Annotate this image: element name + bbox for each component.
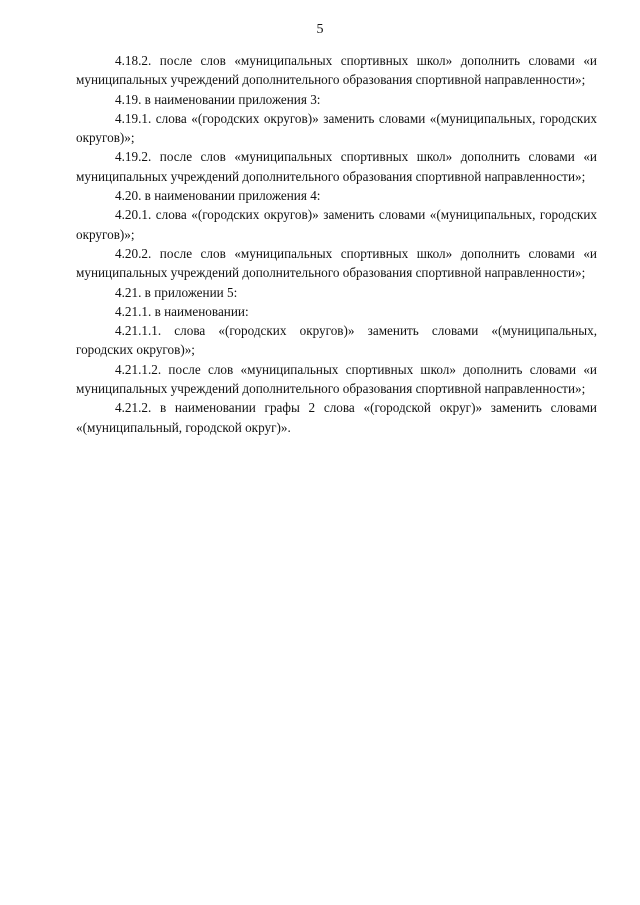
- paragraph-4-19-1: 4.19.1. слова «(городских округов)» заменить словами «(муниципальных, городских округов)»;: [76, 110, 597, 146]
- paragraph-4-21-1: 4.21.1. в наименовании:: [115, 303, 249, 319]
- paragraph-4-20-1: 4.20.1. слова «(городских округов)» заменить словами «(муниципальных, городских округов)»;: [76, 207, 597, 242]
- paragraph-4-21: 4.21. в приложении 5:: [115, 284, 238, 300]
- document-body: [76, 51, 597, 437]
- paragraph-4-21-1-1: 4.21.1.1. слова «(городских округов)» заменить словами «(муниципальных, городских округов)»;: [76, 323, 597, 358]
- page-number: 5: [316, 22, 324, 37]
- paragraph-4-21-2: 4.21.2. в наименовании графы 2 слова «(городской округ)» заменить словами «(муниципальный, городской округ)».: [76, 400, 597, 435]
- paragraph-4-18-2: 4.18.2. после слов «муниципальных спортивных школ» дополнить словами «и муниципальных учреждений дополнительного образования спортивной направленности»;: [76, 53, 597, 88]
- paragraph-4-20-2: 4.20.2. после слов «муниципальных спортивных школ» дополнить словами «и муниципальных учреждений дополнительного образования спортивной направленности»;: [76, 245, 597, 281]
- paragraph-4-19: 4.19. в наименовании приложения 3:: [115, 91, 321, 107]
- paragraph-4-21-1-2: 4.21.1.2. после слов «муниципальных спортивных школ» дополнить словами «и муниципальных учреждений дополнительного образования спортивной направленности»;: [76, 361, 597, 397]
- paragraph-4-19-2: 4.19.2. после слов «муниципальных спортивных школ» дополнить словами «и муниципальных учреждений дополнительного образования спортивной направленности»;: [76, 149, 597, 184]
- paragraph-4-20: 4.20. в наименовании приложения 4:: [115, 188, 321, 204]
